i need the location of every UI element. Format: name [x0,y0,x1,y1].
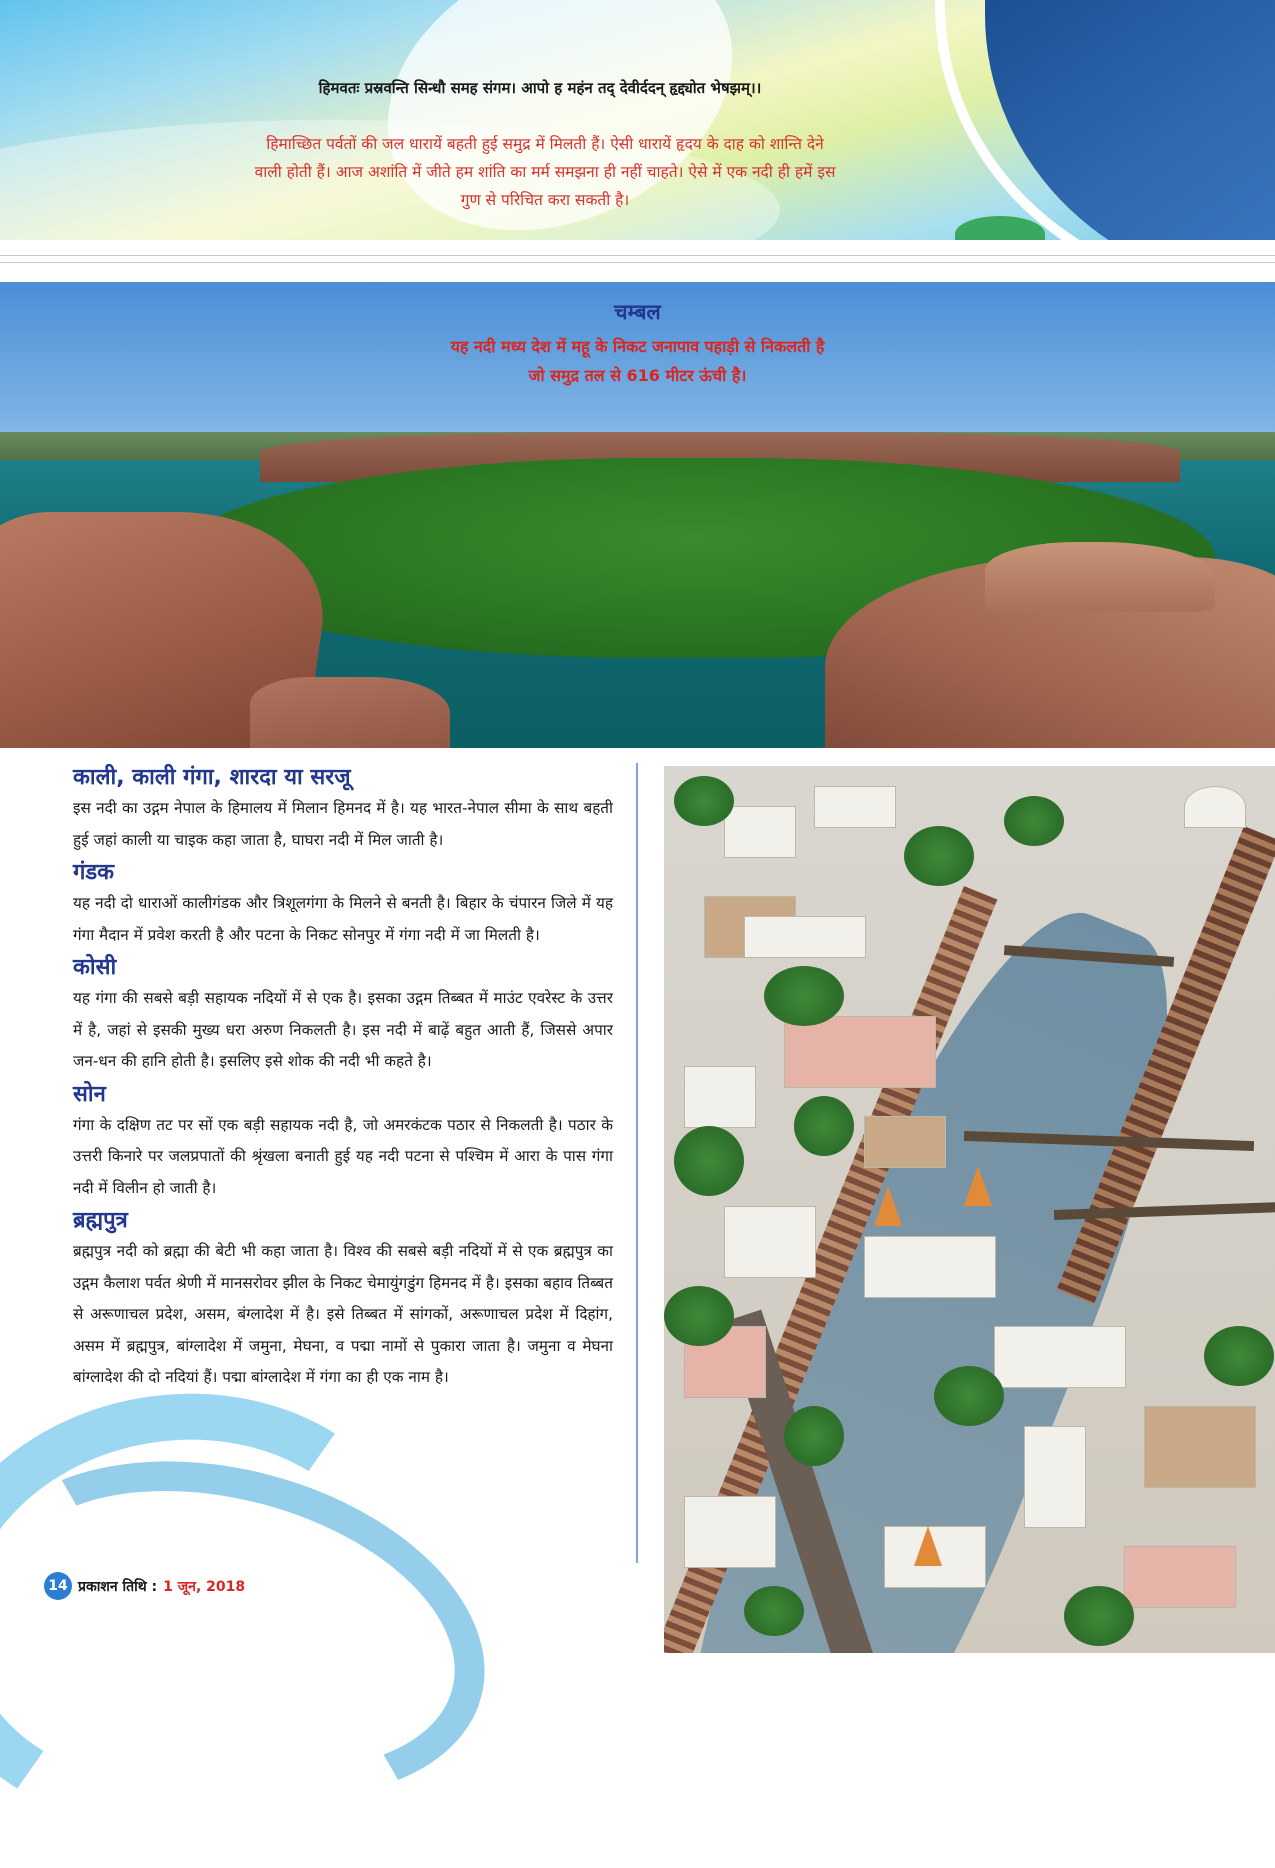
tree [1004,796,1064,846]
section-body: यह गंगा की सबसे बड़ी सहायक नदियों में से एक है। इसका उद्गम तिब्बत में माउंट एवरेस्ट के उत्तर में है, जहां से इसकी मुख्य धरा अरुण निकलती है। इस नदी में बाढ़ें बहुत आती हैं, जिससे अपार जन-धन की हानि होती है। इसलिए इसे शोक की नदी भी कहते है। [73,989,613,1070]
intro-line: हिमाच्छित पर्वतों की जल धारायें बहती हुई समुद्र में मिलती हैं। ऐसी धारायें हृदय के दाह को शान्ति देने [266,135,824,153]
section-body: ब्रह्मपुत्र नदी को ब्रह्मा की बेटी भी कहा जाता है। विश्व की सबसे बड़ी नदियों में से एक ब्रह्मपुत्र का उद्गम कैलाश पर्वत श्रेणी में मानसरोवर झील के निकट चेमायुंगडुंग हिमनद में है। इसका बहाव तिब्बत से अरूणाचल प्रदेश, असम, बंग्लादेश में है। इसे तिब्बत में सांगकों, अरूणाचल प्रदेश में दिहांग, असम में ब्रह्मपुत्र, बांग्लादेश में जमुना, मेघना, व पद्मा नामों से पुकारा जाता है। जमुना व मेघना बांग्लादेश की दो नदियां हैं। पद्मा बांग्लादेश में गंगा का ही एक नाम है। [73,1242,613,1386]
chambal-description [350,332,925,390]
section-body: गंगा के दक्षिण तट पर सों एक बड़ी सहायक नदी है, जो अमरकंटक पठार से निकलती है। पठार के उत्तरी किनारे पर जलप्रपातों की श्रृंखला बनाती हुई यह नदी पटना से पश्चिम में आरा के पास गंगा नदी में विलीन हो जाती है। [73,1115,613,1197]
building [864,1236,996,1298]
rock-foreground-right [985,542,1215,612]
tree [1064,1586,1134,1646]
temple-spire [964,1166,992,1206]
building [1124,1546,1236,1608]
building [724,1206,816,1278]
building [994,1326,1126,1388]
column-divider [636,763,638,1563]
temple-spire [874,1186,902,1226]
intro-paragraph [215,130,875,214]
intro-line: गुण से परिचित करा सकती है। [460,191,630,209]
section-body: यह नदी दो धाराओं कालीगंडक और त्रिशूलगंगा के मिलने से बनती है। बिहार के चंपारन जिले में यह गंगा मैदान में प्रवेश करती है और पटना के निकट सोनपुर में गंगा नदी में जा मिलती है। [73,894,613,944]
building [1144,1406,1256,1488]
building [744,916,866,958]
divider [0,262,1275,263]
tree [764,966,844,1026]
divider [0,255,1275,256]
chambal-desc-line: यह नदी मध्य देश में महू के निकट जनापाव पहाड़ी से निकलती है [450,337,825,356]
building [814,786,896,828]
rock-foreground-left [250,677,450,748]
section-heading: कोसी [73,955,117,980]
chambal-river-photo [0,282,1275,748]
tree [794,1096,854,1156]
building [724,806,796,858]
intro-line: वाली होती हैं। आज अशांति में जीते हम शांति का मर्म समझना ही नहीं चाहते। ऐसे में एक नदी ही हमें इस [254,163,836,181]
publication-date-label: प्रकाशन तिथि : [78,1578,158,1595]
section-heading: ब्रह्मपुत्र [73,1208,128,1233]
tree [664,1286,734,1346]
chambal-desc-line: जो समुद्र तल से 616 मीटर ऊंची है। [528,366,747,385]
tree [784,1406,844,1466]
building [784,1016,936,1088]
page-number: 14 [44,1572,72,1600]
tree [904,826,974,886]
aerial-city-photo [664,766,1275,1653]
section-heading: काली, काली गंगा, शारदा या सरजू [73,765,351,790]
tree [934,1366,1004,1426]
decorative-bush [955,216,1045,240]
sanskrit-verse: हिमवतः प्रस्रवन्ति सिन्धौ समह संगम। आपो ह महंन तद् देवीर्ददन् हृद्द्योत भेषझम्।। [318,79,762,97]
section-body: इस नदी का उद्गम नेपाल के हिमालय में मिलान हिमनद में है। यह भारत-नेपाल सीमा के साथ बहती हुई जहां काली या चाइक कहा जाता है, घाघरा नदी में मिल जाती है। [73,799,613,849]
tree [1204,1326,1274,1386]
header-banner [0,0,1275,240]
section-heading: सोन [73,1081,106,1107]
publication-date: 1 जून, 2018 [163,1578,246,1595]
chambal-title: चम्बल [614,300,661,324]
page-footer [44,1572,245,1600]
building [1024,1426,1086,1528]
section-heading: गंडक [73,860,115,885]
tree [674,776,734,826]
tree [674,1126,744,1196]
building [864,1116,946,1168]
building [684,1496,776,1568]
tree [744,1586,804,1636]
temple-spire [914,1526,942,1566]
building [684,1066,756,1128]
building [1184,786,1246,828]
article-column [73,763,613,1396]
